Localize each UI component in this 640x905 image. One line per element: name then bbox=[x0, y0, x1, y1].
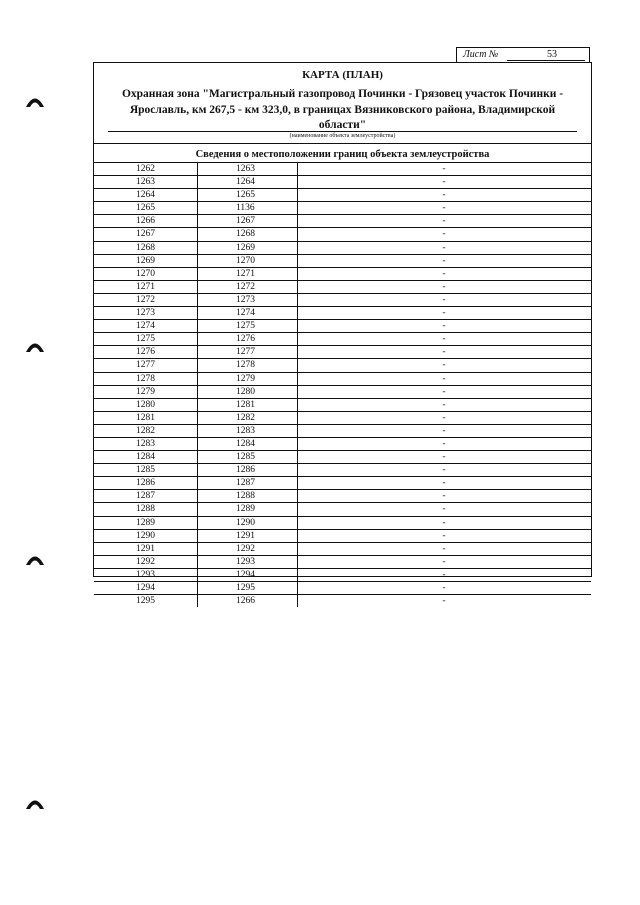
table-row bbox=[94, 451, 591, 464]
table-row bbox=[94, 320, 591, 333]
cell-to-point bbox=[197, 202, 298, 214]
cell-from-point bbox=[94, 202, 198, 214]
cell-value: - bbox=[442, 530, 446, 541]
cell-value: - bbox=[442, 190, 446, 201]
cell-from-point bbox=[94, 281, 198, 293]
table-row bbox=[94, 464, 591, 477]
table-row bbox=[94, 242, 591, 255]
to-point-value: 1291 bbox=[236, 530, 255, 541]
to-point-value: 1278 bbox=[236, 360, 255, 371]
to-point-value: 1265 bbox=[236, 190, 255, 201]
to-point-value: 1293 bbox=[236, 556, 255, 567]
from-point-value: 1275 bbox=[136, 334, 155, 345]
cell-from-point bbox=[94, 320, 198, 332]
from-point-value: 1292 bbox=[136, 556, 155, 567]
to-point-value: 1266 bbox=[236, 596, 255, 607]
from-point-value: 1278 bbox=[136, 373, 155, 384]
to-point-value: 1294 bbox=[236, 569, 255, 580]
cell-from-point bbox=[94, 412, 198, 424]
table-row bbox=[94, 477, 591, 490]
table-row bbox=[94, 438, 591, 451]
cell-to-point bbox=[197, 281, 298, 293]
table-row bbox=[94, 307, 591, 320]
cell-value: - bbox=[442, 569, 446, 580]
cell-from-point bbox=[94, 464, 198, 476]
cell-from-point bbox=[94, 228, 198, 240]
to-point-value: 1272 bbox=[236, 281, 255, 292]
cell-value: - bbox=[442, 543, 446, 554]
cell-from-point bbox=[94, 307, 198, 319]
to-point-value: 1285 bbox=[236, 452, 255, 463]
from-point-value: 1293 bbox=[136, 569, 155, 580]
to-point-value: 1280 bbox=[236, 386, 255, 397]
from-point-value: 1269 bbox=[136, 255, 155, 266]
cell-to-point bbox=[197, 346, 298, 358]
to-point-value: 1288 bbox=[236, 491, 255, 502]
table-row bbox=[94, 228, 591, 241]
from-point-value: 1282 bbox=[136, 425, 155, 436]
from-point-value: 1290 bbox=[136, 530, 155, 541]
cell-to-point bbox=[197, 556, 298, 568]
cell-value: - bbox=[442, 321, 446, 332]
to-point-value: 1264 bbox=[236, 177, 255, 188]
cell-to-point bbox=[197, 242, 298, 254]
cell-from-point bbox=[94, 176, 198, 188]
to-point-value: 1279 bbox=[236, 373, 255, 384]
cell-value: - bbox=[442, 216, 446, 227]
cell-to-point bbox=[197, 399, 298, 411]
punch-hole-icon bbox=[24, 550, 46, 566]
cell-from-point bbox=[94, 569, 198, 581]
table-row bbox=[94, 490, 591, 503]
cell-from-point bbox=[94, 373, 198, 385]
cell-from-point bbox=[94, 438, 198, 450]
table-row bbox=[94, 595, 591, 607]
to-point-value: 1289 bbox=[236, 504, 255, 515]
cell-to-point bbox=[197, 163, 298, 175]
to-point-value: 1268 bbox=[236, 229, 255, 240]
to-point-value: 1274 bbox=[236, 308, 255, 319]
cell-from-point bbox=[94, 503, 198, 515]
cell-value: - bbox=[442, 517, 446, 528]
cell-to-point bbox=[197, 464, 298, 476]
cell-value: - bbox=[442, 242, 446, 253]
from-point-value: 1281 bbox=[136, 412, 155, 423]
cell-to-point bbox=[197, 490, 298, 502]
table-row bbox=[94, 412, 591, 425]
sheet-label: Лист № bbox=[463, 49, 499, 60]
to-point-value: 1275 bbox=[236, 321, 255, 332]
cell-value: - bbox=[442, 556, 446, 567]
cell-value: - bbox=[442, 308, 446, 319]
to-point-value: 1292 bbox=[236, 543, 255, 554]
cell-to-point bbox=[197, 386, 298, 398]
cell-value: - bbox=[442, 347, 446, 358]
cell-to-point bbox=[197, 320, 298, 332]
cell-to-point bbox=[197, 582, 298, 594]
from-point-value: 1294 bbox=[136, 583, 155, 593]
cell-value: - bbox=[442, 425, 446, 436]
from-point-value: 1264 bbox=[136, 190, 155, 201]
to-point-value: 1295 bbox=[236, 583, 255, 593]
cell-from-point bbox=[94, 530, 198, 542]
cell-value: - bbox=[442, 255, 446, 266]
cell-to-point bbox=[197, 176, 298, 188]
cell-value: - bbox=[442, 452, 446, 463]
cell-value: - bbox=[442, 268, 446, 279]
object-name: Охранная зона "Магистральный газопровод Починки - Грязовец участок Починки - Ярославль, км 267,5 - км 323,0, в границах Вязниковского района, Владимирской области" bbox=[121, 88, 564, 131]
from-point-value: 1274 bbox=[136, 321, 155, 332]
to-point-value: 1286 bbox=[236, 465, 255, 476]
from-point-value: 1277 bbox=[136, 360, 155, 371]
table-row bbox=[94, 399, 591, 412]
cell-from-point bbox=[94, 582, 198, 594]
from-point-value: 1279 bbox=[136, 386, 155, 397]
to-point-value: 1271 bbox=[236, 268, 255, 279]
from-point-value: 1295 bbox=[136, 596, 155, 607]
cell-from-point bbox=[94, 543, 198, 555]
to-point-value: 1276 bbox=[236, 334, 255, 345]
from-point-value: 1271 bbox=[136, 281, 155, 292]
cell-to-point bbox=[197, 503, 298, 515]
to-point-value: 1290 bbox=[236, 517, 255, 528]
table-row bbox=[94, 333, 591, 346]
to-point-value: 1267 bbox=[236, 216, 255, 227]
to-point-value: 1270 bbox=[236, 255, 255, 266]
table-row bbox=[94, 176, 591, 189]
cell-to-point bbox=[197, 228, 298, 240]
from-point-value: 1284 bbox=[136, 452, 155, 463]
punch-hole-icon bbox=[24, 794, 46, 810]
cell-from-point bbox=[94, 333, 198, 345]
cell-from-point bbox=[94, 595, 198, 607]
cell-from-point bbox=[94, 425, 198, 437]
to-point-value: 1277 bbox=[236, 347, 255, 358]
to-point-value: 1287 bbox=[236, 478, 255, 489]
table-row bbox=[94, 189, 591, 202]
punch-hole-icon bbox=[24, 92, 46, 108]
cell-to-point bbox=[197, 517, 298, 529]
from-point-value: 1286 bbox=[136, 478, 155, 489]
cell-from-point bbox=[94, 477, 198, 489]
table-row bbox=[94, 517, 591, 530]
table-row bbox=[94, 281, 591, 294]
to-point-value: 1281 bbox=[236, 399, 255, 410]
from-point-value: 1263 bbox=[136, 177, 155, 188]
cell-to-point bbox=[197, 294, 298, 306]
cell-value: - bbox=[442, 412, 446, 423]
table-row bbox=[94, 359, 591, 372]
cell-value: - bbox=[442, 229, 446, 240]
cell-from-point bbox=[94, 268, 198, 280]
from-point-value: 1273 bbox=[136, 308, 155, 319]
cell-to-point bbox=[197, 425, 298, 437]
from-point-value: 1280 bbox=[136, 399, 155, 410]
sheet-number-underline bbox=[507, 60, 585, 61]
cell-value: - bbox=[442, 583, 446, 593]
cell-value: - bbox=[442, 465, 446, 476]
cell-value: - bbox=[442, 177, 446, 188]
from-point-value: 1272 bbox=[136, 294, 155, 305]
cell-value: - bbox=[442, 478, 446, 489]
from-point-value: 1270 bbox=[136, 268, 155, 279]
boundary-table bbox=[94, 162, 591, 607]
cell-to-point bbox=[197, 451, 298, 463]
from-point-value: 1266 bbox=[136, 216, 155, 227]
cell-from-point bbox=[94, 346, 198, 358]
to-point-value: 1273 bbox=[236, 294, 255, 305]
cell-to-point bbox=[197, 412, 298, 424]
table-row bbox=[94, 503, 591, 516]
cell-to-point bbox=[197, 530, 298, 542]
to-point-value: 1282 bbox=[236, 412, 255, 423]
to-point-value: 1283 bbox=[236, 425, 255, 436]
from-point-value: 1262 bbox=[136, 164, 155, 174]
table-row bbox=[94, 530, 591, 543]
map-plan-frame bbox=[93, 62, 592, 607]
cell-from-point bbox=[94, 359, 198, 371]
cell-to-point bbox=[197, 255, 298, 267]
cell-from-point bbox=[94, 189, 198, 201]
table-row bbox=[94, 386, 591, 399]
table-row bbox=[94, 294, 591, 307]
cell-to-point bbox=[197, 543, 298, 555]
cell-value: - bbox=[442, 399, 446, 410]
cell-from-point bbox=[94, 294, 198, 306]
cell-to-point bbox=[197, 215, 298, 227]
cell-value: - bbox=[442, 596, 446, 607]
from-point-value: 1276 bbox=[136, 347, 155, 358]
cell-from-point bbox=[94, 386, 198, 398]
cell-value: - bbox=[442, 281, 446, 292]
from-point-value: 1291 bbox=[136, 543, 155, 554]
cell-to-point bbox=[197, 189, 298, 201]
sheet-number-box bbox=[456, 47, 590, 62]
cell-value: - bbox=[442, 438, 446, 449]
cell-to-point bbox=[197, 595, 298, 607]
cell-from-point bbox=[94, 163, 198, 175]
cell-value: - bbox=[442, 334, 446, 345]
table-row bbox=[94, 346, 591, 359]
cell-value: - bbox=[442, 203, 446, 214]
table-row bbox=[94, 569, 591, 582]
cell-to-point bbox=[197, 359, 298, 371]
sheet-number: 53 bbox=[547, 49, 557, 60]
cell-from-point bbox=[94, 490, 198, 502]
cell-to-point bbox=[197, 569, 298, 581]
table-row bbox=[94, 202, 591, 215]
from-point-value: 1268 bbox=[136, 242, 155, 253]
table-row bbox=[94, 543, 591, 556]
cell-value: - bbox=[442, 504, 446, 515]
cell-from-point bbox=[94, 242, 198, 254]
table-row bbox=[94, 556, 591, 569]
table-row bbox=[94, 582, 591, 595]
cell-to-point bbox=[197, 268, 298, 280]
object-caption: (наименование объекта землеустройства) bbox=[289, 133, 396, 139]
cell-to-point bbox=[197, 438, 298, 450]
table-row bbox=[94, 373, 591, 386]
table-row bbox=[94, 255, 591, 268]
from-point-value: 1287 bbox=[136, 491, 155, 502]
from-point-value: 1267 bbox=[136, 229, 155, 240]
to-point-value: 1284 bbox=[236, 438, 255, 449]
table-row bbox=[94, 215, 591, 228]
cell-value: - bbox=[442, 164, 446, 174]
cell-value: - bbox=[442, 294, 446, 305]
page-title: КАРТА (ПЛАН) bbox=[302, 69, 383, 81]
table-heading: Сведения о местоположении границ объекта землеустройства bbox=[195, 149, 490, 160]
from-point-value: 1288 bbox=[136, 504, 155, 515]
to-point-value: 1263 bbox=[236, 164, 255, 174]
table-row bbox=[94, 163, 591, 176]
to-point-value: 1136 bbox=[236, 203, 255, 214]
cell-from-point bbox=[94, 517, 198, 529]
cell-value: - bbox=[442, 491, 446, 502]
cell-value: - bbox=[442, 360, 446, 371]
from-point-value: 1283 bbox=[136, 438, 155, 449]
table-row bbox=[94, 425, 591, 438]
cell-to-point bbox=[197, 373, 298, 385]
cell-to-point bbox=[197, 333, 298, 345]
to-point-value: 1269 bbox=[236, 242, 255, 253]
from-point-value: 1285 bbox=[136, 465, 155, 476]
cell-from-point bbox=[94, 399, 198, 411]
cell-to-point bbox=[197, 307, 298, 319]
punch-hole-icon bbox=[24, 337, 46, 353]
cell-value: - bbox=[442, 373, 446, 384]
cell-from-point bbox=[94, 556, 198, 568]
from-point-value: 1289 bbox=[136, 517, 155, 528]
cell-from-point bbox=[94, 255, 198, 267]
cell-from-point bbox=[94, 451, 198, 463]
from-point-value: 1265 bbox=[136, 203, 155, 214]
section-divider bbox=[94, 143, 591, 144]
cell-from-point bbox=[94, 215, 198, 227]
cell-to-point bbox=[197, 477, 298, 489]
table-row bbox=[94, 268, 591, 281]
cell-value: - bbox=[442, 386, 446, 397]
